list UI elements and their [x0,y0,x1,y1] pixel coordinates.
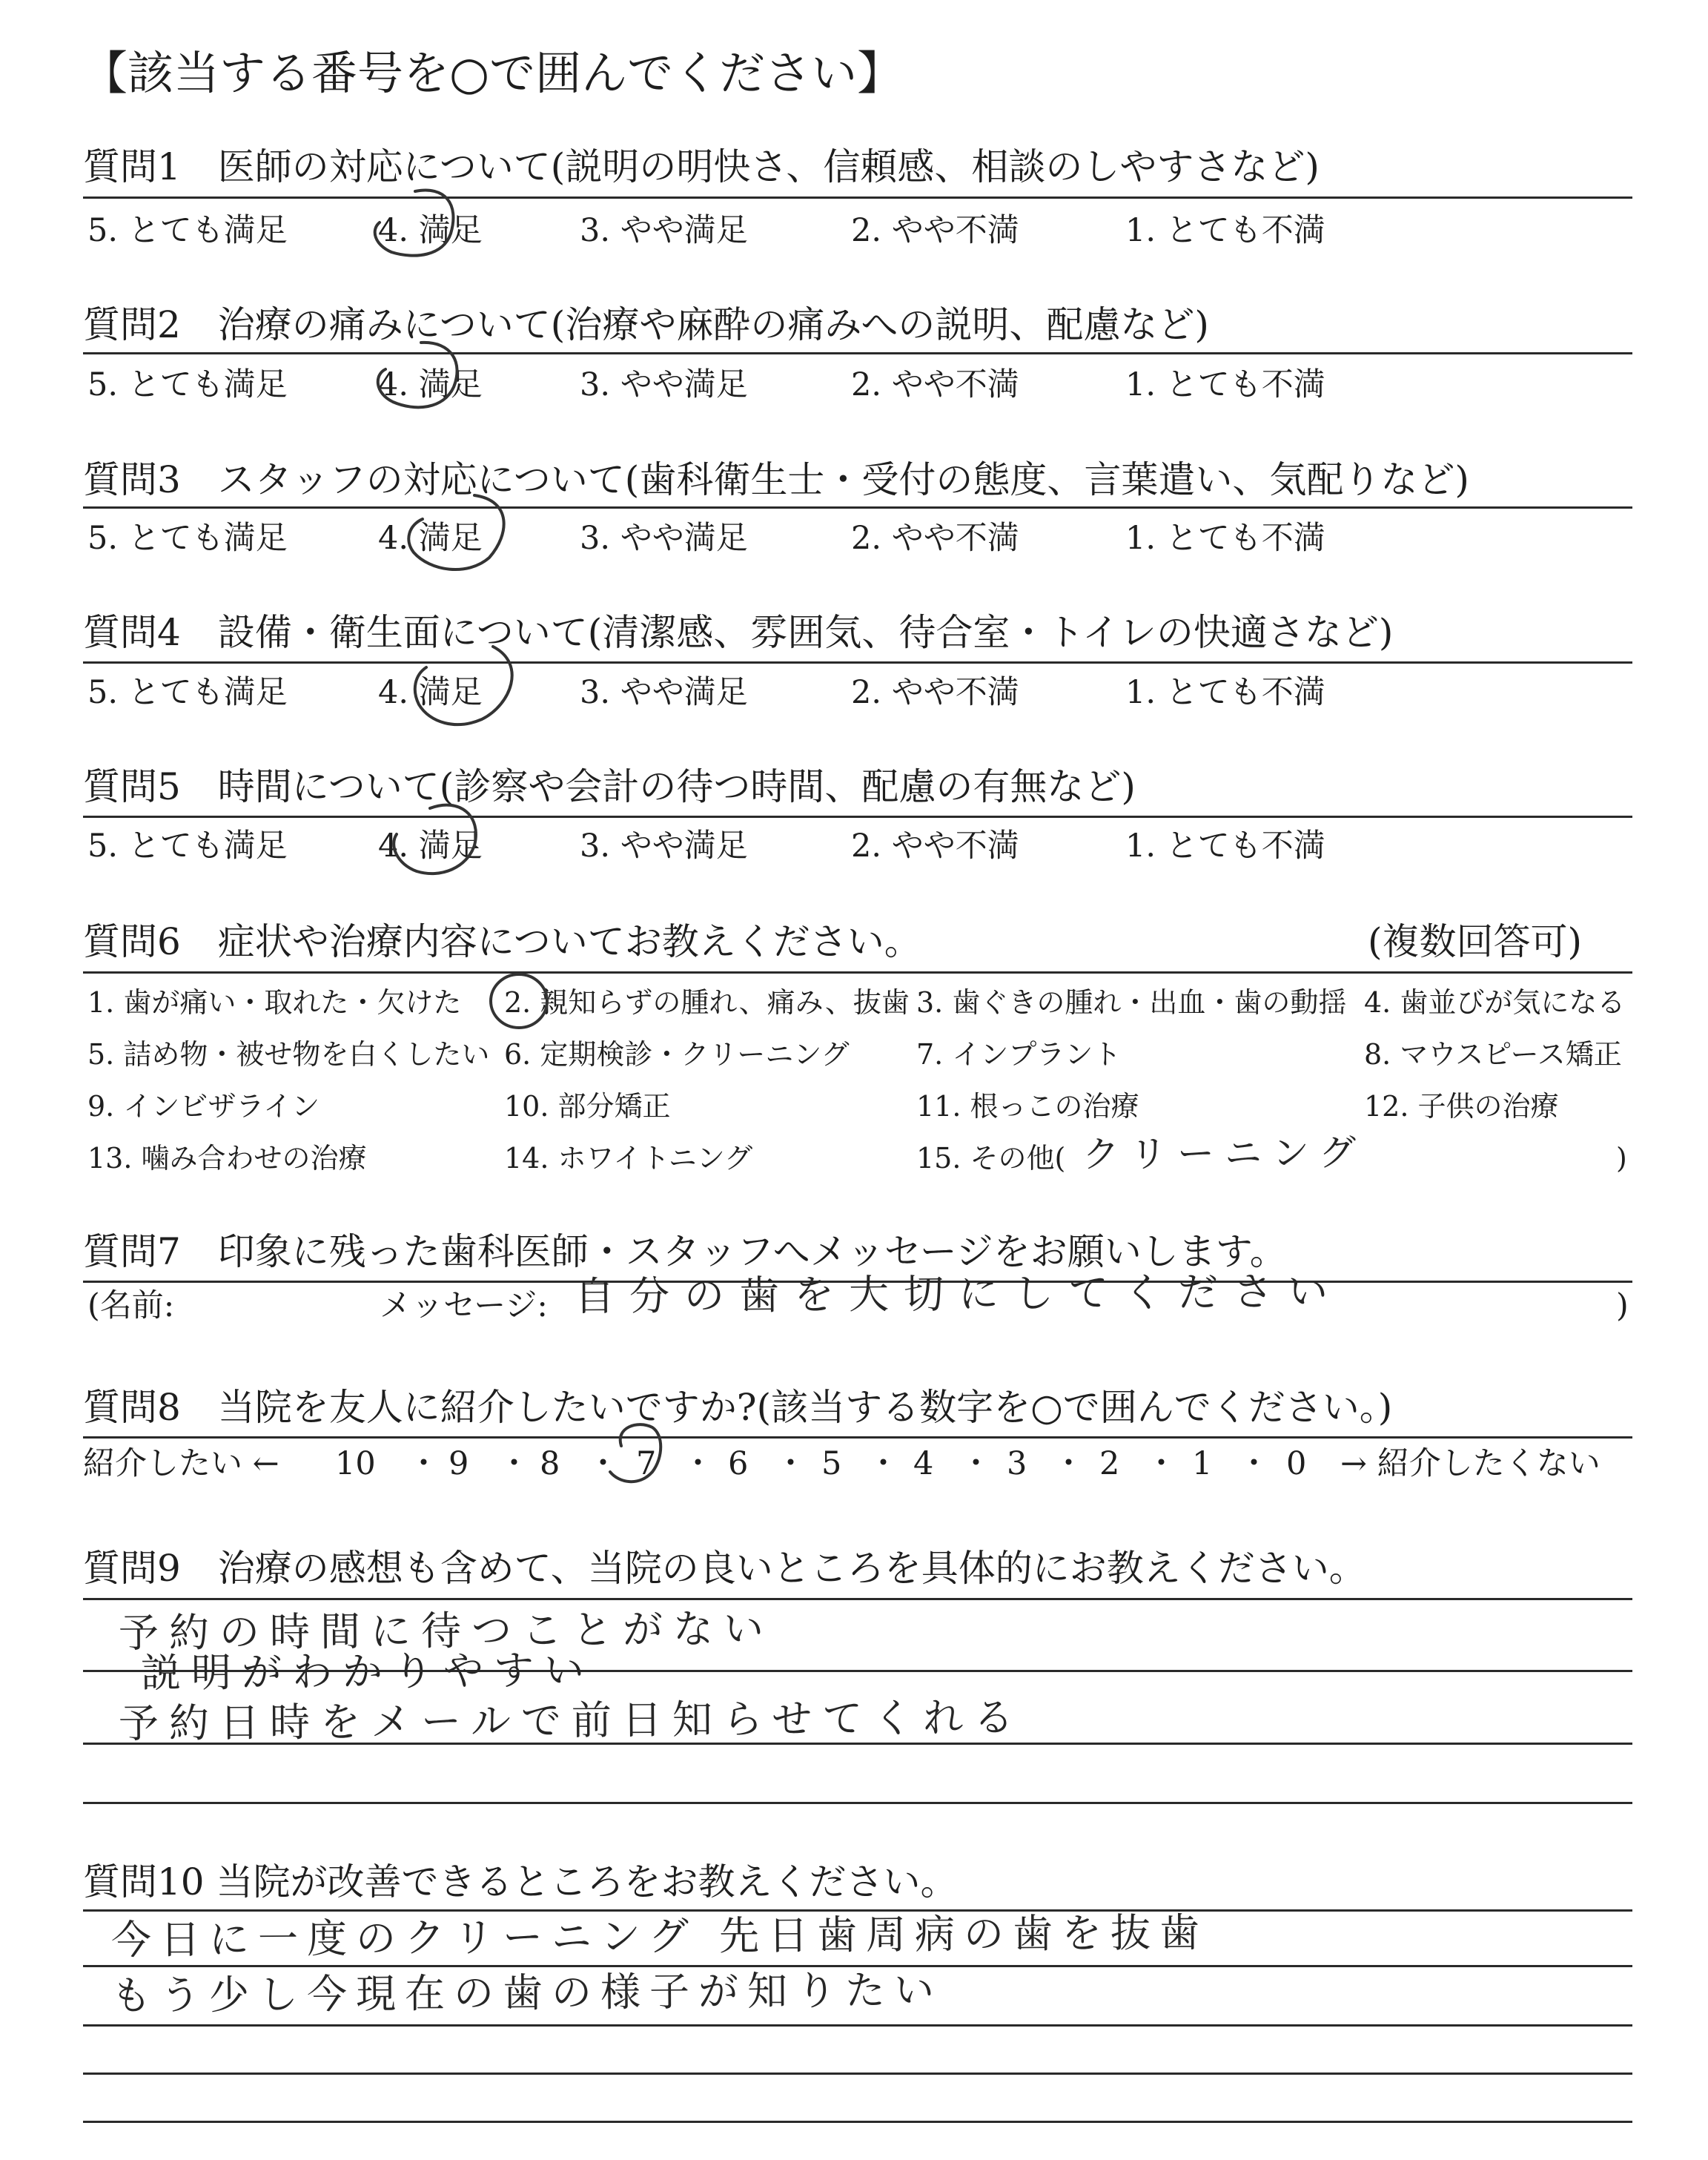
question-1-title: 質問1 医師の対応について(説明の明快さ、信頼感、相談のしやすさなど) [83,145,1320,188]
q3-option-2[interactable]: 2. やや不満 [851,520,1019,557]
question-9-title: 質問9 治療の感想も含めて、当院の良いところを具体的にお教えください。 [83,1547,1366,1590]
question-6-title: 質問6 症状や治療内容についてお教えください。 [83,920,921,963]
q8-dot: ・ [867,1445,899,1482]
divider [83,352,1632,354]
question-3-title: 質問3 スタッフの対応について(歯科衛生士・受付の態度、言葉遣い、気配りなど) [83,458,1469,501]
q5-option-4[interactable]: 4. 満足 [378,828,483,865]
question-4-title: 質問4 設備・衛生面について(清潔感、雰囲気、待合室・トイレの快適さなど) [83,611,1394,654]
q5-option-3[interactable]: 3. やや満足 [580,828,748,865]
q1-option-3[interactable]: 3. やや満足 [580,212,748,249]
q6-option-13[interactable]: 13. 噛み合わせの治療 [87,1142,367,1175]
answer-line [83,1802,1632,1804]
q8-number-10[interactable]: 10 [335,1445,376,1482]
question-7-title: 質問7 印象に残った歯科医師・スタッフへメッセージをお願いします。 [83,1230,1287,1273]
q8-dot: ・ [1145,1445,1177,1482]
q6-other-handwritten[interactable]: クリーニング [1082,1131,1367,1176]
q8-number-8[interactable]: 8 [540,1445,560,1482]
q6-option-8[interactable]: 8. マウスピース矯正 [1364,1038,1622,1071]
q8-number-9[interactable]: 9 [448,1445,469,1482]
q8-dot: ・ [498,1445,530,1482]
q9-answer-line-1[interactable]: 予約の時間に待つことがない [118,1605,775,1657]
q2-option-1[interactable]: 1. とても不満 [1125,366,1325,403]
divider [83,1436,1632,1439]
q8-dot: ・ [1053,1445,1085,1482]
q8-number-7[interactable]: 7 [636,1445,657,1482]
q4-option-3[interactable]: 3. やや満足 [580,674,748,711]
q8-number-5[interactable]: 5 [821,1445,842,1482]
q8-right-label: → 紹介したくない [1340,1445,1601,1482]
q8-dot: ・ [408,1445,440,1482]
q8-number-4[interactable]: 4 [913,1445,934,1482]
q6-option-7[interactable]: 7. インプラント [916,1038,1122,1071]
q6-option-1[interactable]: 1. 歯が痛い・取れた・欠けた [87,986,462,1019]
q3-option-4[interactable]: 4. 満足 [378,520,483,557]
q6-option-9[interactable]: 9. インビザライン [87,1090,320,1123]
divider [83,816,1632,818]
q8-dot: ・ [682,1445,714,1482]
q6-option-14[interactable]: 14. ホワイトニング [504,1142,753,1175]
q2-option-2[interactable]: 2. やや不満 [851,366,1019,403]
question-8-title: 質問8 当院を友人に紹介したいですか?(該当する数字を○で囲んでください。) [83,1386,1393,1429]
q9-answer-line-2[interactable]: 説明がわかりやすい [140,1646,595,1697]
q6-multiple-note: (複数回答可) [1368,920,1583,963]
question-5-title: 質問5 時間について(診察や会計の待つ時間、配慮の有無など) [83,765,1136,808]
q2-option-5[interactable]: 5. とても満足 [87,366,288,403]
form-header: 【該当する番号を○で囲んでください】 [82,46,904,100]
q6-option-15[interactable]: 15. その他( [916,1142,1066,1175]
q1-option-5[interactable]: 5. とても満足 [87,212,288,249]
q7-close-paren: ) [1616,1287,1629,1324]
divider [83,661,1632,664]
q6-other-close: ) [1616,1142,1627,1175]
q8-number-2[interactable]: 2 [1099,1445,1120,1482]
divider [83,971,1632,974]
q6-option-4[interactable]: 4. 歯並びが気になる [1364,986,1626,1019]
q7-message-label: メッセージ: [380,1287,548,1324]
q8-number-0[interactable]: 0 [1286,1445,1307,1482]
question-10-title: 質問10 当院が改善できるところをお教えください。 [83,1860,958,1903]
divider [83,196,1632,199]
q8-left-label: 紹介したい ← [83,1445,279,1482]
q8-dot: ・ [775,1445,807,1482]
q6-option-12[interactable]: 12. 子供の治療 [1364,1090,1559,1123]
q3-option-3[interactable]: 3. やや満足 [580,520,748,557]
q8-number-1[interactable]: 1 [1192,1445,1213,1482]
q4-option-5[interactable]: 5. とても満足 [87,674,288,711]
q1-option-4[interactable]: 4. 満足 [378,212,483,249]
q2-option-3[interactable]: 3. やや満足 [580,366,748,403]
q6-option-5[interactable]: 5. 詰め物・被せ物を白くしたい [87,1038,490,1071]
q1-option-1[interactable]: 1. とても不満 [1125,212,1325,249]
q6-option-3[interactable]: 3. 歯ぐきの腫れ・出血・歯の動揺 [916,986,1347,1019]
q7-name-label: (名前: [87,1287,175,1324]
q4-option-4[interactable]: 4. 満足 [378,674,483,711]
q2-option-4[interactable]: 4. 満足 [378,366,483,403]
q6-option-6[interactable]: 6. 定期検診・クリーニング [504,1038,850,1071]
q10-answer-line-2[interactable]: もう少し今現在の歯の様子が知りたい [110,1966,944,2019]
divider [83,506,1632,509]
q7-message-handwritten[interactable]: 自分の歯を大切にしてください [574,1267,1343,1320]
q8-dot: ・ [960,1445,992,1482]
q8-dot: ・ [1238,1445,1270,1482]
q8-number-6[interactable]: 6 [728,1445,749,1482]
q5-option-2[interactable]: 2. やや不満 [851,828,1019,865]
q5-option-5[interactable]: 5. とても満足 [87,828,288,865]
q3-option-1[interactable]: 1. とても不満 [1125,520,1325,557]
q5-option-1[interactable]: 1. とても不満 [1125,828,1325,865]
answer-line [83,2073,1632,2075]
q1-option-2[interactable]: 2. やや不満 [851,212,1019,249]
answer-line [83,2121,1632,2123]
q6-option-2[interactable]: 2. 親知らずの腫れ、痛み、抜歯 [504,986,910,1019]
answer-line [83,2024,1632,2027]
q4-option-1[interactable]: 1. とても不満 [1125,674,1325,711]
q4-option-2[interactable]: 2. やや不満 [851,674,1019,711]
q9-answer-line-3[interactable]: 予約日時をメールで前日知らせてくれる [118,1694,1025,1747]
q10-answer-line-1[interactable]: 今日に一度のクリーニング 先日歯周病の歯を抜歯 [110,1909,1209,1964]
q6-option-10[interactable]: 10. 部分矯正 [504,1090,671,1123]
answer-line [83,1598,1632,1600]
q6-option-11[interactable]: 11. 根っこの治療 [916,1090,1139,1123]
q3-option-5[interactable]: 5. とても満足 [87,520,288,557]
q8-dot: ・ [587,1445,619,1482]
question-2-title: 質問2 治療の痛みについて(治療や麻酔の痛みへの説明、配慮など) [83,303,1209,346]
q8-number-3[interactable]: 3 [1007,1445,1027,1482]
